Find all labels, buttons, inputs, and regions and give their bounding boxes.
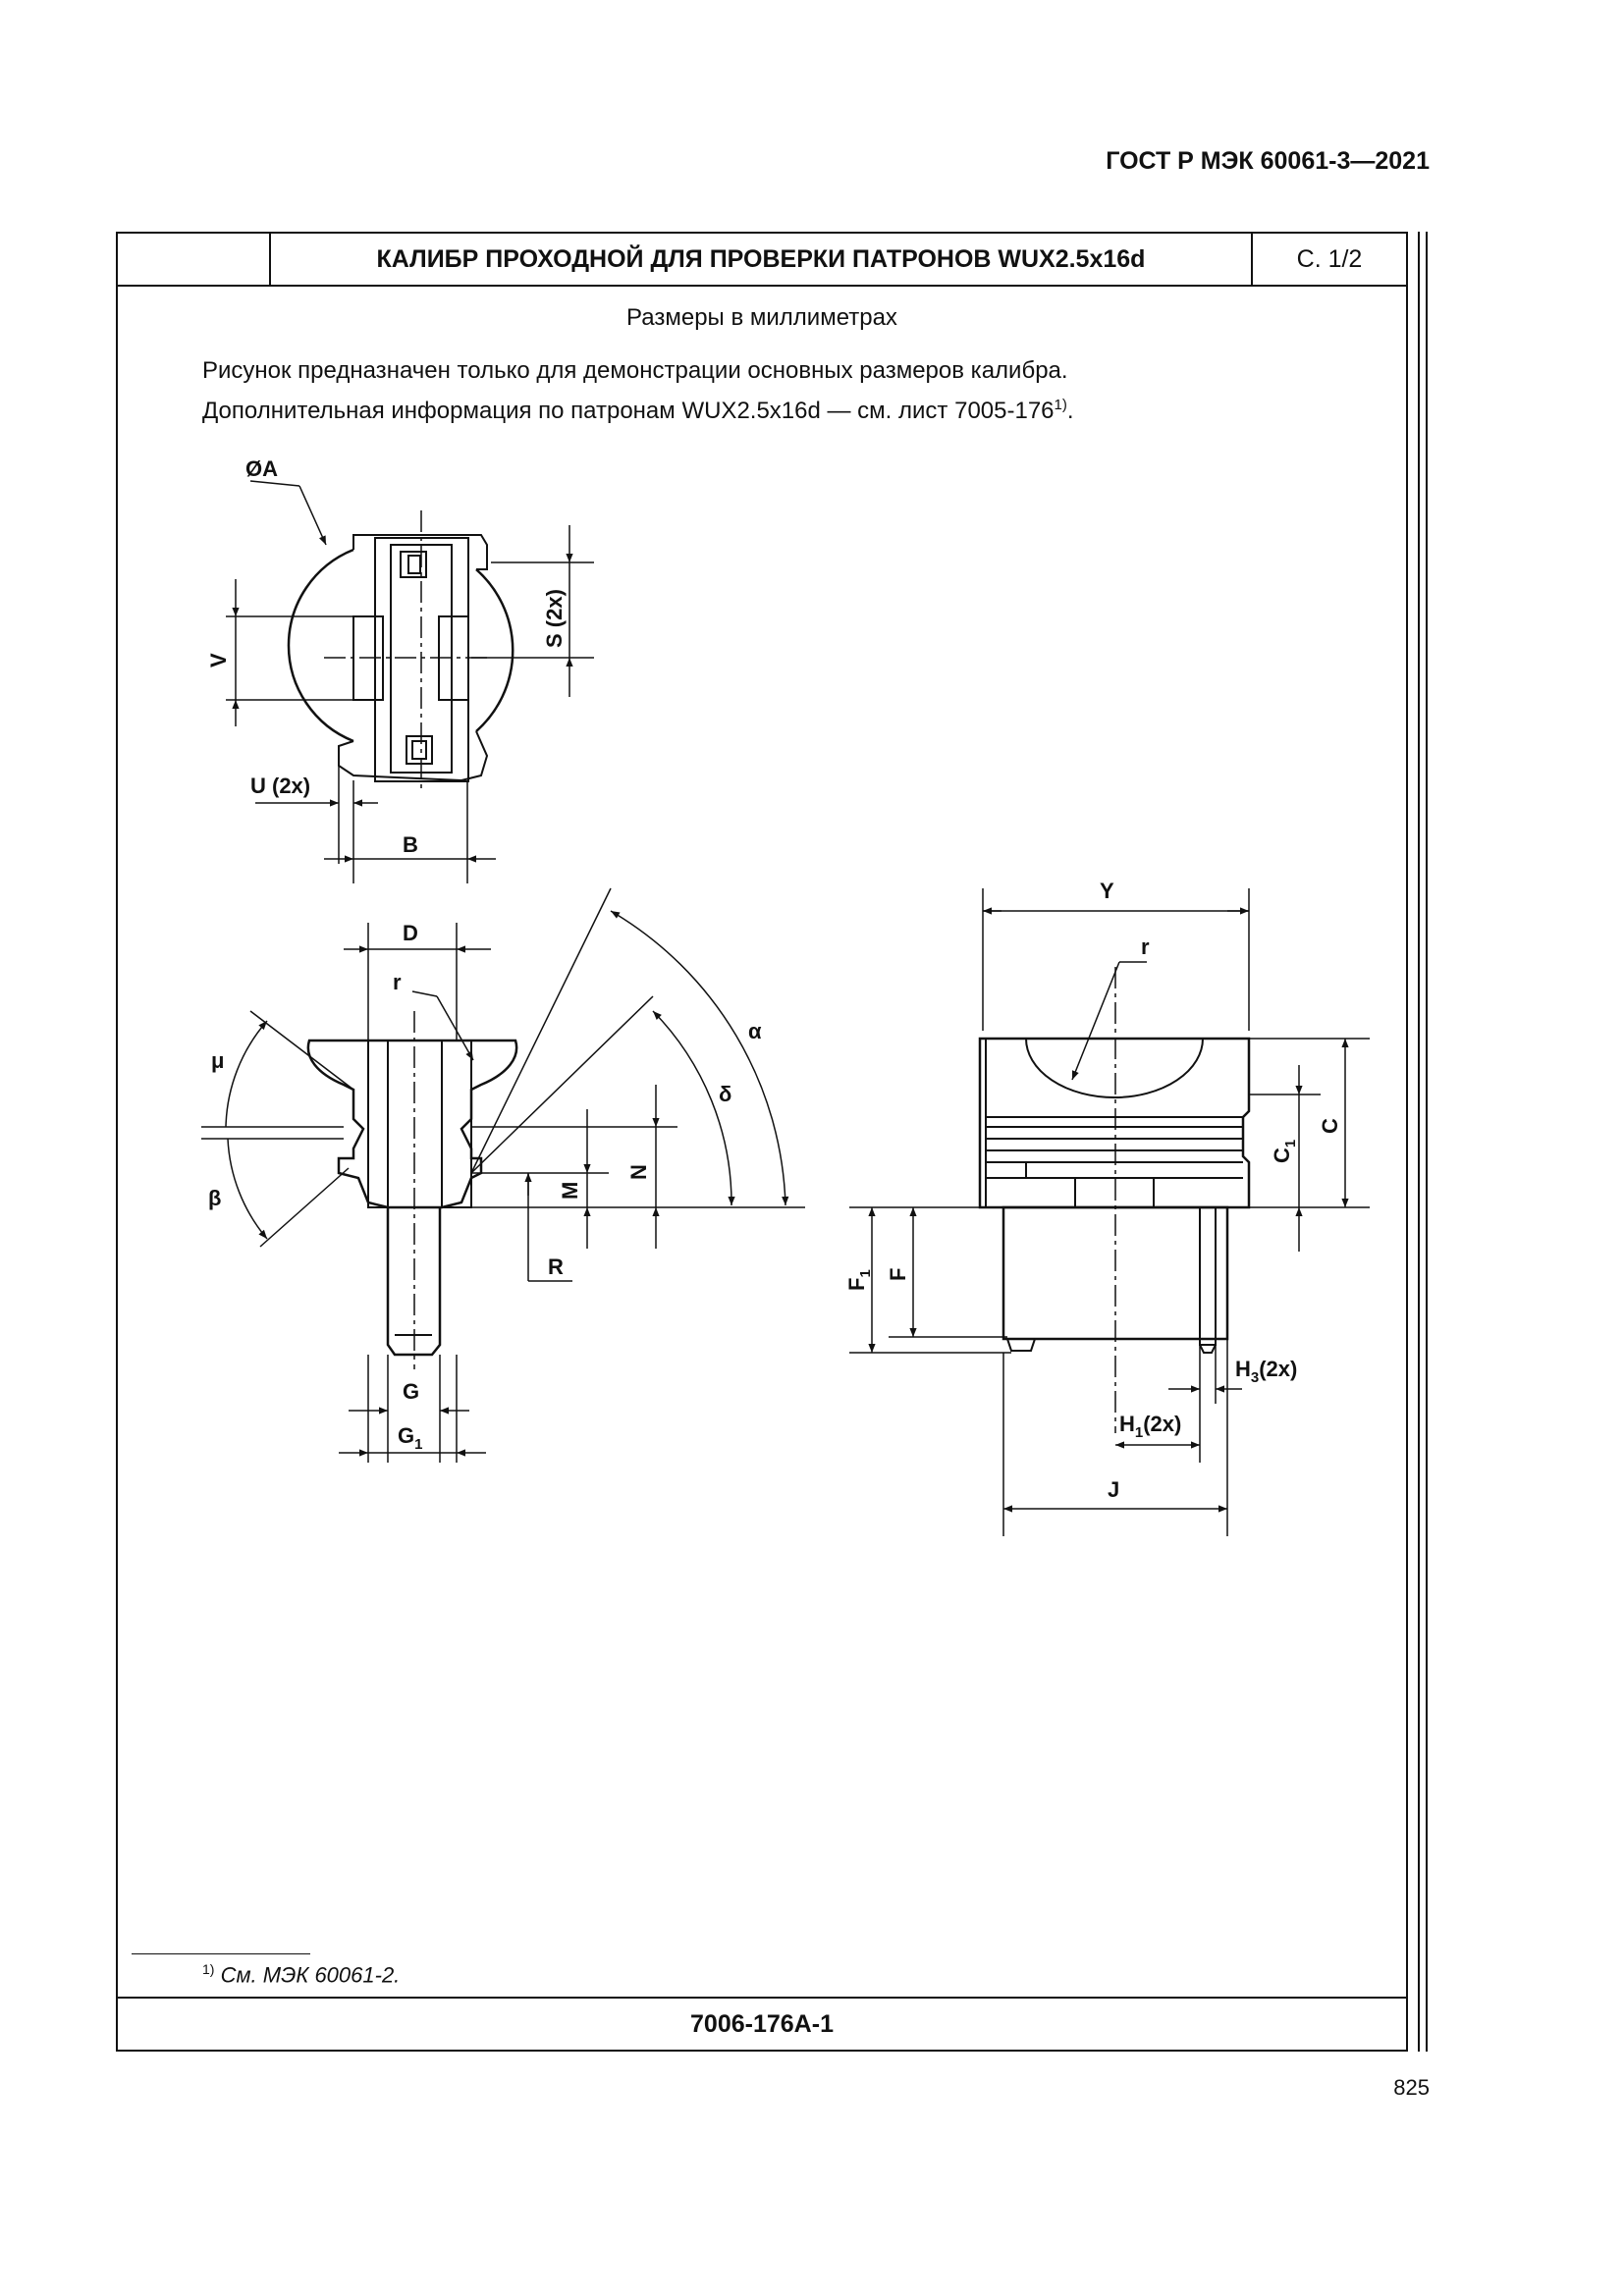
label-m: M: [558, 1181, 582, 1200]
label-s-2x: S (2x): [542, 589, 567, 648]
footnote-text: См. МЭК 60061-2.: [220, 1962, 401, 1988]
note-line-2-text: Дополнительная информация по патронам WUX2.5x16d — см. лист 7005-176: [202, 398, 1055, 424]
label-c1-main: C: [1270, 1148, 1294, 1163]
label-h3-sub: 3: [1250, 1369, 1260, 1386]
label-d: D: [403, 921, 418, 945]
label-f1-main: F: [844, 1277, 869, 1291]
label-y: Y: [1100, 879, 1114, 903]
note-line-1: Рисунок предназначен только для демонстрации основных размеров калибра.: [202, 357, 1068, 384]
sheet-title: КАЛИБР ПРОХОДНОЙ ДЛЯ ПРОВЕРКИ ПАТРОНОВ WUX2.5x16d: [271, 234, 1253, 285]
label-mu: μ: [211, 1048, 225, 1073]
label-phi-a: ØA: [245, 456, 278, 481]
page-number: 825: [1393, 2075, 1430, 2100]
label-h3: [1235, 1357, 1297, 1386]
label-n: N: [626, 1164, 651, 1180]
label-c: C: [1318, 1118, 1342, 1134]
label-f1: [844, 1269, 874, 1291]
label-c1-sub: 1: [1282, 1139, 1299, 1148]
label-g1: [398, 1423, 422, 1453]
label-g1-sub: 1: [414, 1436, 423, 1453]
label-b: B: [403, 832, 418, 857]
label-u-2x: U (2x): [250, 774, 311, 798]
label-h1-sub: 1: [1134, 1424, 1144, 1441]
units-note: Размеры в миллиметрах: [626, 304, 897, 331]
right-side-view: [849, 888, 1370, 1536]
label-j: J: [1108, 1477, 1120, 1502]
left-side-view: [201, 888, 805, 1463]
label-v: V: [206, 653, 231, 667]
footnote-mark: 1): [202, 1961, 215, 1977]
label-c1: [1270, 1140, 1299, 1163]
label-f: F: [886, 1267, 910, 1281]
label-h1: [1119, 1412, 1181, 1441]
drawing-number: 7006-176A-1: [118, 1997, 1406, 2050]
label-beta: β: [208, 1186, 222, 1210]
label-delta: δ: [719, 1082, 732, 1106]
top-view: [226, 481, 594, 883]
label-h3-main: H: [1235, 1357, 1251, 1381]
label-g: G: [403, 1379, 420, 1404]
label-r-left: r: [393, 970, 402, 994]
sheet-number: С. 1/2: [1296, 245, 1363, 273]
label-h1-suffix: (2x): [1143, 1412, 1182, 1436]
label-g1-main: G: [398, 1423, 415, 1448]
label-r-right: r: [1141, 934, 1150, 959]
label-r-dim: R: [548, 1255, 564, 1279]
label-h1-main: H: [1119, 1412, 1135, 1436]
label-alpha: α: [748, 1019, 762, 1043]
standard-number: ГОСТ Р МЭК 60061-3—2021: [1106, 147, 1430, 175]
label-f1-sub: 1: [857, 1269, 874, 1278]
note-ref-mark: 1): [1054, 397, 1067, 413]
label-h3-suffix: (2x): [1259, 1357, 1298, 1381]
note-line-2: Дополнительная информация по патронам WUX2.5x16d — см. лист 7005-176$^{1)}$.: [202, 397, 1074, 424]
